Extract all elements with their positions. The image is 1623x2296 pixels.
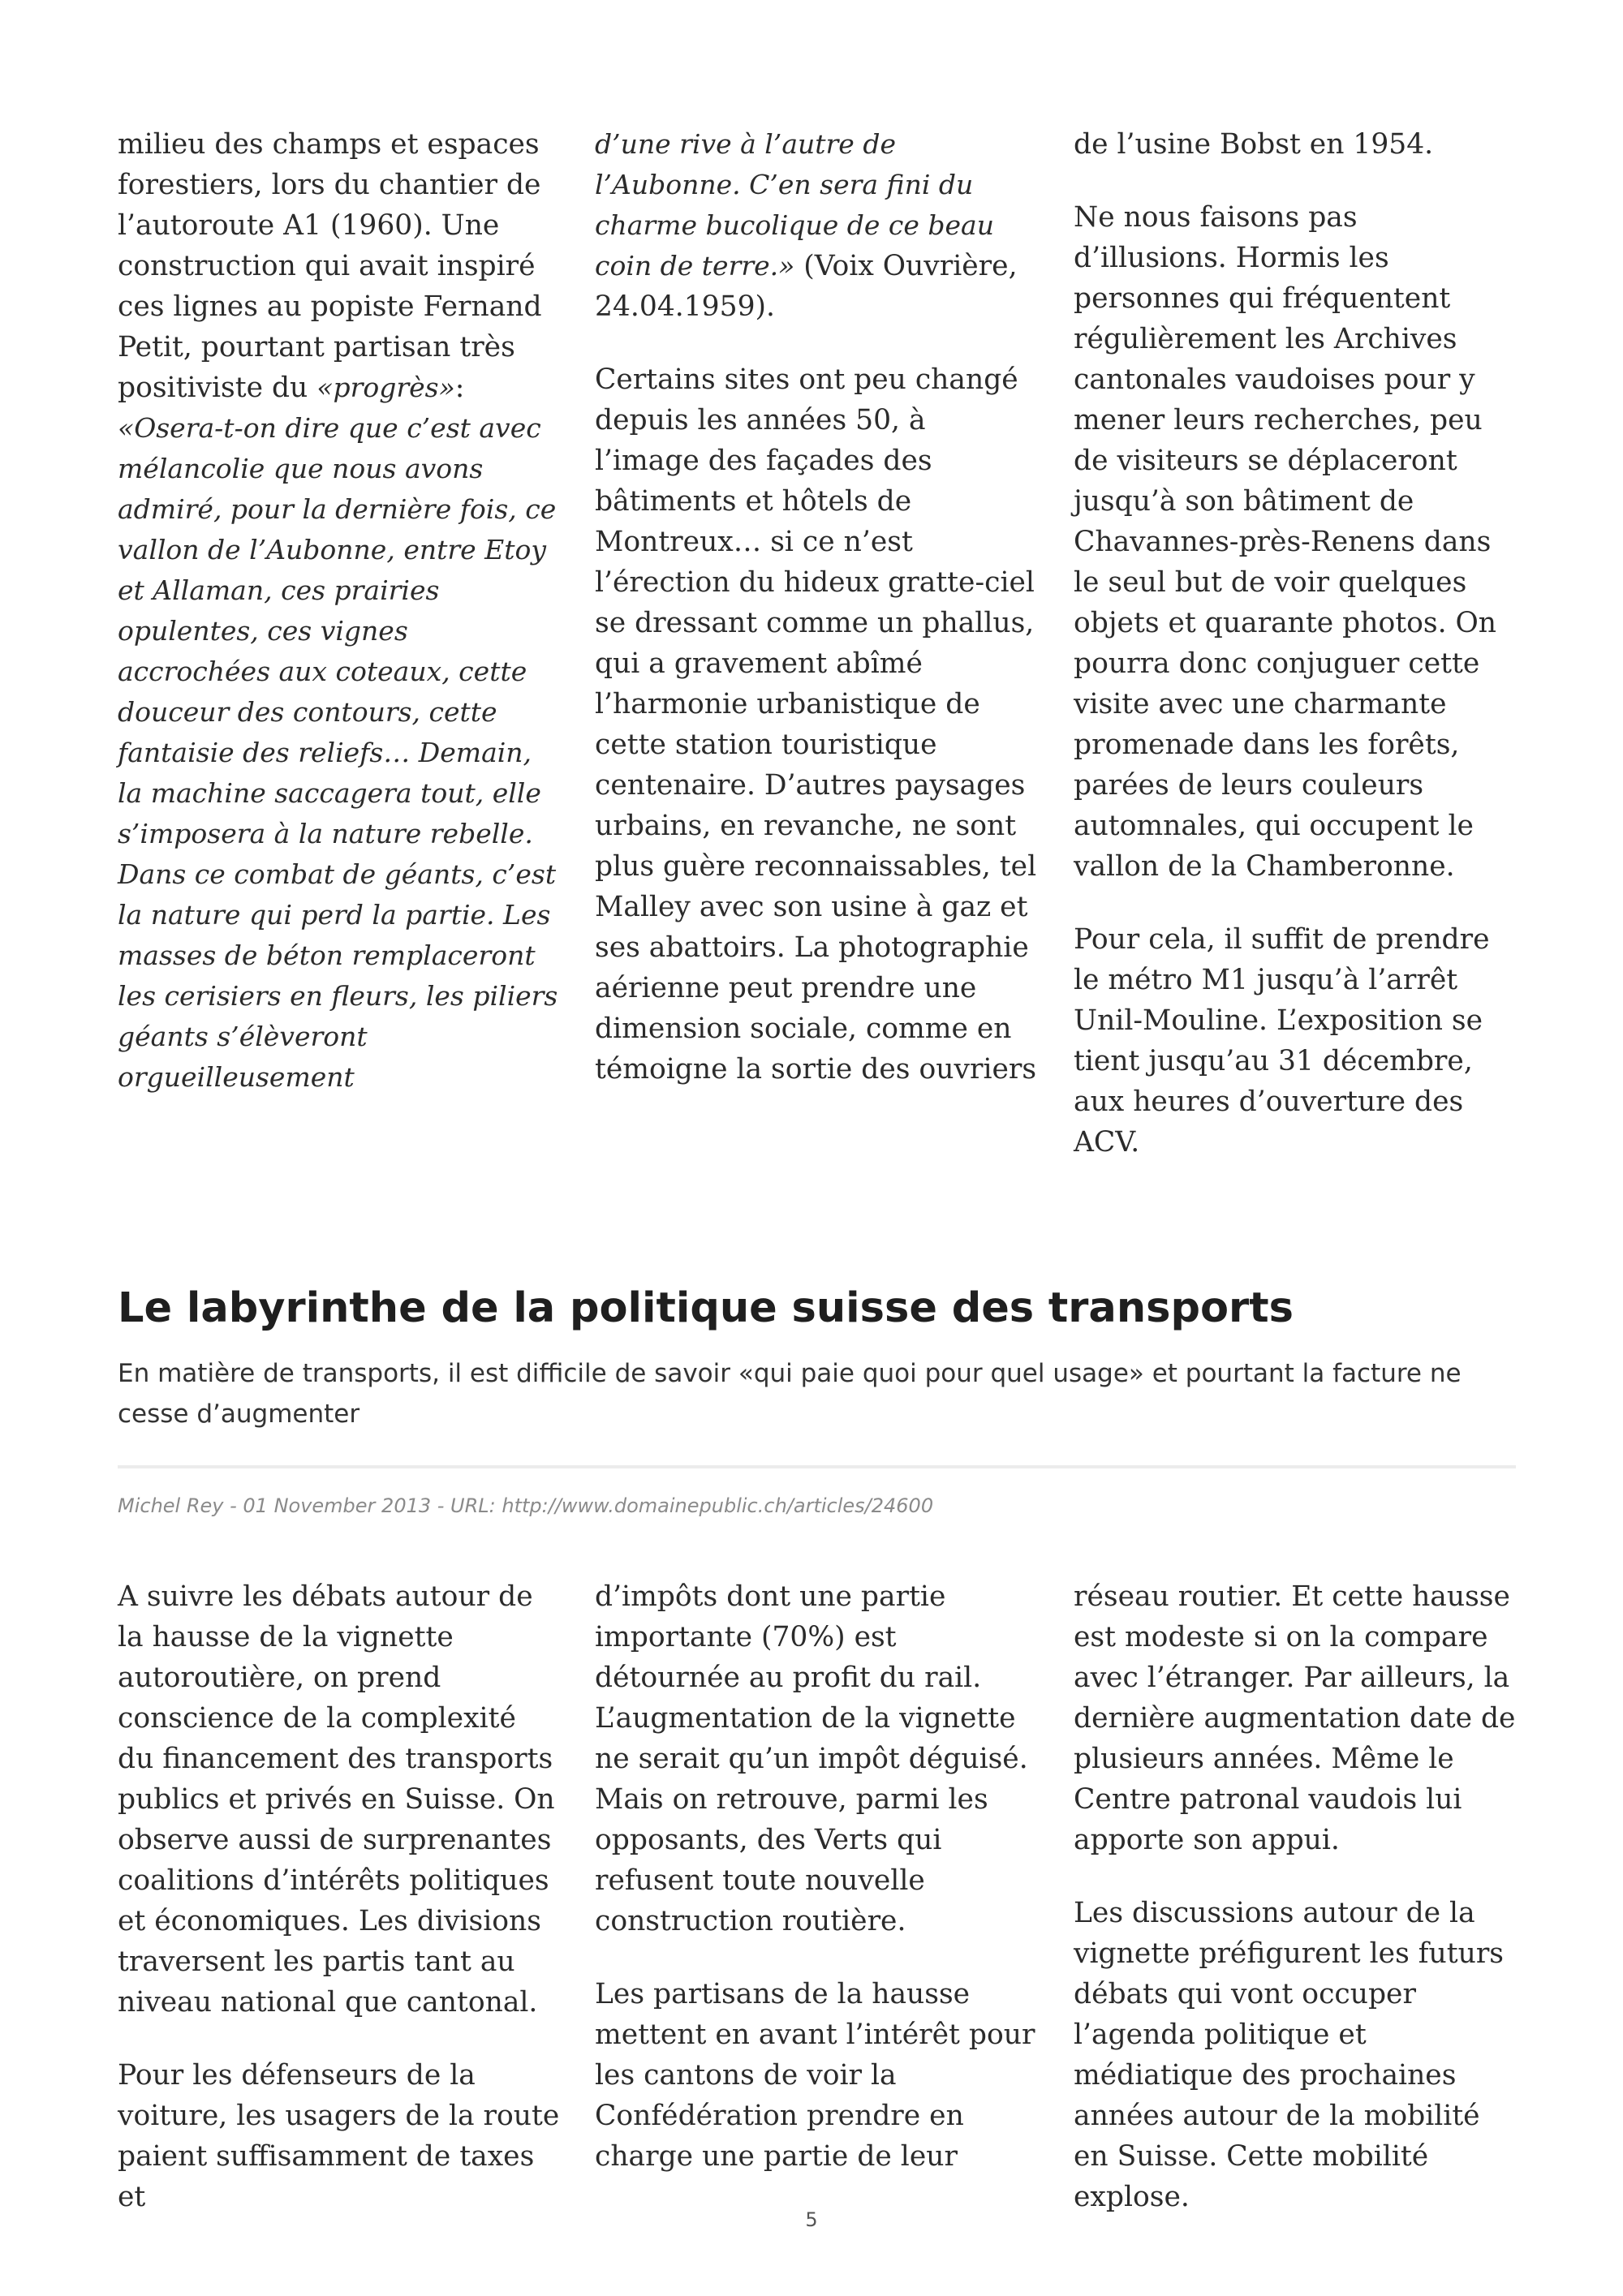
paragraph-text: milieu des champs et espaces forestiers, lors du chantier de l’autoroute A1 (1960). Une construction qui avait inspiré ces lignes au popiste Fernand Petit, pourtant partisan très positiviste du xyxy=(118,128,542,404)
article-column-2 xyxy=(595,1576,1037,2177)
block-quote: «Osera-t-on dire que c’est avec mélancolie que nous avons admiré, pour la dernière fois, ce vallon de l’Aubonne, entre Etoy et Allaman, ces prairies opulentes, ces vignes accrochées aux coteaux, cette douceur des contours, cette fantaisie des reliefs… Demain, la machine saccagera tout, elle s’imposera à la nature rebelle. Dans ce combat de géants, c’est la nature qui perd la partie. Les masses de béton remplaceront les cerisiers en fleurs, les piliers géants s’élèveront orgueilleusement xyxy=(118,412,558,1093)
paragraph xyxy=(595,124,1037,327)
paragraph: A suivre les débats autour de la hausse de la vignette autoroutière, on prend conscience de la complexité du financement des transports publics et privés en Suisse. On observe aussi de surprenantes coalitions d’intérêts politiques et économiques. Les divisions traversent les partis tant au niveau national que cantonal. xyxy=(118,1580,555,2019)
paragraph: réseau routier. Et cette hausse est modeste si on la compare avec l’étranger. Par ailleurs, la dernière augmentation date de plusieurs années. Même le Centre patronal vaudois lui apporte son appui. xyxy=(1074,1580,1516,1856)
paragraph: de l’usine Bobst en 1954. xyxy=(1074,128,1434,161)
quoted-word: «progrès» xyxy=(316,372,455,403)
colon: : xyxy=(454,372,465,404)
page-number: 5 xyxy=(805,2208,818,2231)
paragraph: Certains sites ont peu changé depuis les années 50, à l’image des façades des bâtiments et hôtels de Montreux… si ce n’est l’érection du hideux gratte-ciel se dressant comme un phallus, qui a gravement abîmé l’harmonie urbanistique de cette station touristique centenaire. D’autres paysages urbains, en revanche, ne sont plus guère reconnaissables, tel Malley avec son usine à gaz et ses abattoirs. La photographie aérienne peut prendre une dimension sociale, comme en témoigne la sortie des ouvriers xyxy=(595,363,1037,1086)
paragraph: Les discussions autour de la vignette préfigurent les futurs débats qui vont occuper l’agenda politique et médiatique des prochaines années autour de la mobilité en Suisse. Cette mobilité explose. xyxy=(1074,1897,1505,2213)
prev-article-column-1 xyxy=(118,124,560,1098)
article-byline: Michel Rey - 01 November 2013 - URL: http://www.domainepublic.ch/articles/24600 xyxy=(118,1494,934,1517)
prev-article-column-3 xyxy=(1074,124,1516,1163)
block-quote: d’une rive à l’autre de l’Aubonne. C’en sera fini du charme bucolique de ce beau coin de terre.» xyxy=(595,128,994,282)
article-subtitle: En matière de transports, il est difficile de savoir «qui paie quoi pour quel usage» et pourtant la facture ne cesse d’augmenter xyxy=(118,1359,1462,1429)
article-title: Le labyrinthe de la politique suisse des transports xyxy=(118,1284,1294,1332)
paragraph: Ne nous faisons pas d’illusions. Hormis les personnes qui fréquentent régulièrement les Archives cantonales vaudoises pour y mener leurs recherches, peu de visiteurs se déplaceront jusqu’à son bâtiment de Chavannes-près-Renens dans le seul but de voir quelques objets et quarante photos. On pourra donc conjuguer cette visite avec une charmante promenade dans les forêts, parées de leurs couleurs automnales, qui occupent le vallon de la Chamberonne. xyxy=(1074,201,1497,883)
article-column-3 xyxy=(1074,1576,1516,2217)
divider xyxy=(118,1465,1516,1468)
paragraph: Pour les défenseurs de la voiture, les usagers de la route paient suffisamment de taxes et xyxy=(118,2059,560,2213)
paragraph: Les partisans de la hausse mettent en avant l’intérêt pour les cantons de voir la Confédération prendre en charge une partie de leur xyxy=(595,1978,1035,2173)
paragraph xyxy=(118,124,560,1098)
paragraph: d’impôts dont une partie importante (70%) est détournée au profit du rail. L’augmentation de la vignette ne serait qu’un impôt déguisé. Mais on retrouve, parmi les opposants, des Verts qui refusent toute nouvelle construction routière. xyxy=(595,1580,1028,1937)
paragraph: Pour cela, il suffit de prendre le métro M1 jusqu’à l’arrêt Unil-Mouline. L’exposition se tient jusqu’au 31 décembre, aux heures d’ouverture des ACV. xyxy=(1074,923,1490,1159)
quote-source: (Voix Ouvrière, 24.04.1959). xyxy=(595,250,1018,323)
article-column-1 xyxy=(118,1576,560,2217)
prev-article-column-2 xyxy=(595,124,1037,1090)
